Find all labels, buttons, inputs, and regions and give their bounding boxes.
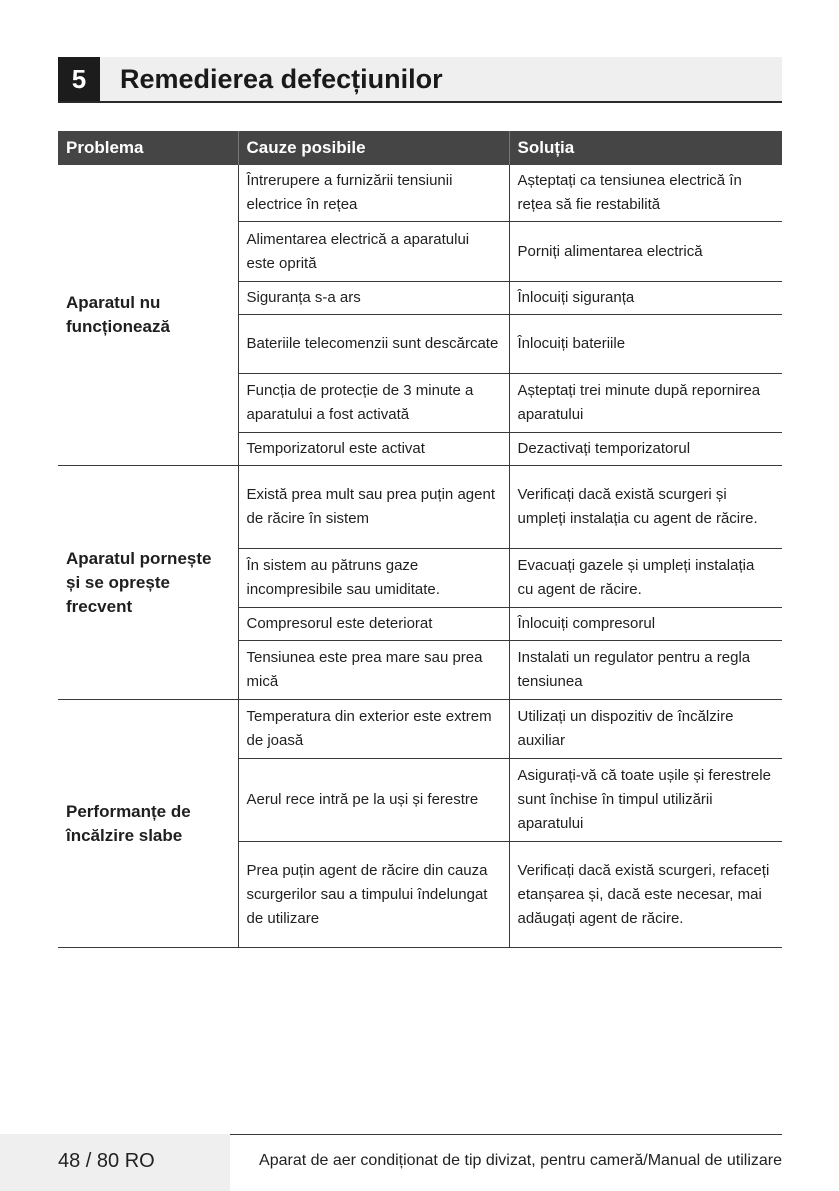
footer-title: Aparat de aer condiționat de tip divizat, pentru cameră/Manual de utilizare (259, 1152, 782, 1169)
section-number: 5 (58, 57, 100, 101)
header-causes: Cauze posibile (238, 131, 509, 165)
solution-cell: Porniți alimentarea electrică (509, 222, 782, 282)
solution-cell: Dezactivați temporizatorul (509, 433, 782, 466)
cause-cell: Alimentarea electrică a aparatului este oprită (238, 222, 509, 282)
cause-cell: Temporizatorul este activat (238, 433, 509, 466)
cause-cell: Aerul rece intră pe la uși și ferestre (238, 759, 509, 842)
solution-cell: Asigurați-vă că toate ușile și ferestrele sunt închise în timpul utilizării aparatului (509, 759, 782, 842)
solution-cell: Verificați dacă există scurgeri, refaceți etanșarea și, dacă este necesar, mai adăugați agent de răcire. (509, 842, 782, 948)
header-problem: Problema (58, 131, 238, 165)
solution-cell: Înlocuiți siguranța (509, 282, 782, 315)
solution-cell: Așteptați ca tensiunea electrică în rețea să fie restabilită (509, 165, 782, 222)
table-row (58, 466, 782, 549)
solution-cell: Înlocuiți compresorul (509, 608, 782, 641)
problem-cell: Aparatul pornește și se oprește frecvent (58, 466, 238, 700)
troubleshooting-table (58, 131, 782, 948)
solution-cell: Verificați dacă există scurgeri și umpleți instalația cu agent de răcire. (509, 466, 782, 549)
table-row (58, 700, 782, 759)
section-title: Remedierea defecțiunilor (120, 64, 443, 94)
cause-cell: Temperatura din exterior este extrem de joasă (238, 700, 509, 759)
cause-cell: Compresorul este deteriorat (238, 608, 509, 641)
solution-cell: Instalati un regulator pentru a regla tensiunea (509, 641, 782, 700)
solution-cell: Utilizați un dispozitiv de încălzire auxiliar (509, 700, 782, 759)
cause-cell: Prea puțin agent de răcire din cauza scurgerilor sau a timpului îndelungat de utilizare (238, 842, 509, 948)
cause-cell: Există prea mult sau prea puțin agent de răcire în sistem (238, 466, 509, 549)
page-number: 48 / 80 RO (58, 1150, 155, 1172)
solution-cell: Așteptați trei minute după repornirea aparatului (509, 374, 782, 433)
solution-cell: Înlocuiți bateriile (509, 315, 782, 374)
cause-cell: Bateriile telecomenzii sunt descărcate (238, 315, 509, 374)
cause-cell: Siguranța s-a ars (238, 282, 509, 315)
table-row (58, 165, 782, 222)
solution-cell: Evacuați gazele și umpleți instalația cu agent de răcire. (509, 549, 782, 608)
cause-cell: Funcția de protecție de 3 minute a aparatului a fost activată (238, 374, 509, 433)
section-header (58, 57, 782, 103)
problem-cell: Performanțe de încălzire slabe (58, 700, 238, 948)
problem-cell: Aparatul nu funcționează (58, 165, 238, 466)
cause-cell: Tensiunea este prea mare sau prea mică (238, 641, 509, 700)
cause-cell: În sistem au pătruns gaze incompresibile sau umiditate. (238, 549, 509, 608)
table-header-row (58, 131, 782, 165)
footer-divider (230, 1134, 782, 1135)
header-solution: Soluția (509, 131, 782, 165)
cause-cell: Întrerupere a furnizării tensiunii electrice în rețea (238, 165, 509, 222)
